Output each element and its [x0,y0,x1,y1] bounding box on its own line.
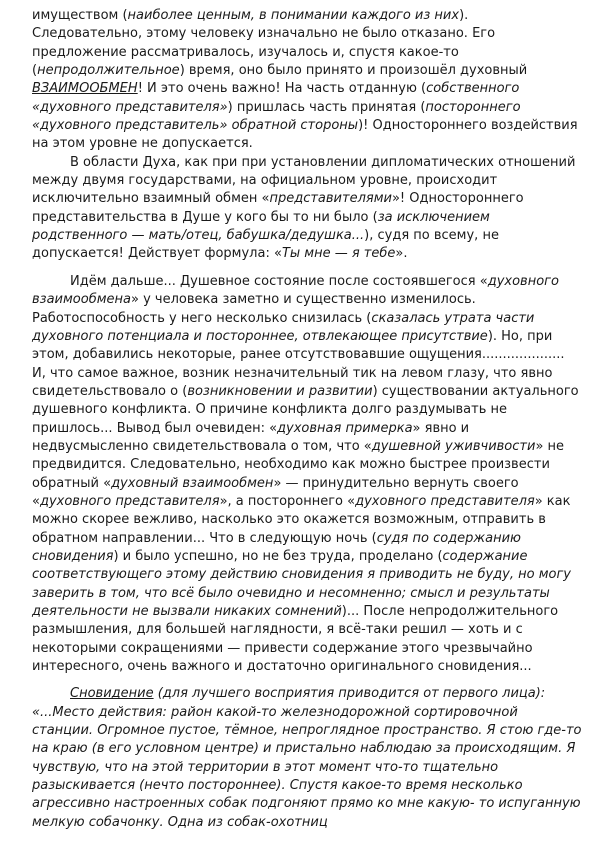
italic-text: наиболее ценным, в понимании каждого из них [127,8,460,23]
text: )! Одностороннего воздействия на этом уровне не допускается. [32,118,578,152]
italic-text: собственного «духовного представителя» [32,81,520,115]
text: » — принудительно вернуть своего « [32,475,519,509]
text: )... После непродолжительного размышления, для большей наглядности, я всё-таки решил — хоть и с некоторыми сокращениями — привести содержание этого чрезвычайно интересного, очень важного и достаточно оригинального сновидения... [32,604,559,675]
paragraph [32,273,582,677]
italic-text: ВЗАИМООБМЕН [32,81,138,97]
text: ) существовании актуального душевного конфликта. О причине конфликта долго раздумывать не пришлось... Вывод был очевиден: « [32,383,579,436]
italic-text: представителями [269,191,392,207]
italic-text: духовного взаимообмена [32,273,559,308]
italic-text: непродолжительное [37,63,180,79]
paragraph [32,7,582,154]
italic-text: за исключением родственного — мать/отец, бабушка/дедушка... [32,209,490,244]
italic-text: духовного представителя [355,493,535,509]
text: »! Одностороннего представительства в Душе у кого бы то ни было ( [32,191,524,225]
paragraph [32,154,582,264]
text: » не предвидится. Следовательно, необходимо как можно быстрее произвести обратный « [32,438,565,491]
italic-text: Сновидение [70,686,154,702]
italic-text: (для лучшего восприятия приводится от первого лица): [153,686,546,702]
text: ) время, оно было принято и произошёл духовный [179,63,528,79]
text: ». [395,246,408,262]
text: » явно и недвусмысленно свидетельствовала о том, что « [32,420,470,454]
italic-text: постороннего «духовного представитель» обратной стороны [32,99,521,134]
paragraph [32,704,582,832]
text: ). Но, при этом, добавились некоторые, ранее отсутствовавшие ощущения.................... И, что самое важное, возник незначительный тик на левом глазу, что явно свидетельствовало о ( [32,328,565,399]
text: ). Следовательно, этому человеку изначально не было отказано. Его предложение рассматривалось, изучалось и, спустя какое-то ( [32,8,496,79]
italic-text: душевной уживчивости [371,438,536,454]
text: », а постороннего « [219,493,356,509]
italic-text: духовного представителя [39,493,220,509]
text: ) пришлась часть принятая ( [227,99,426,115]
text: ! И это очень важно! На часть отданную ( [137,81,427,97]
italic-text: Ты мне — я тебе [281,246,396,262]
text: » как можно скорее вежливо, насколько это окажется возможным, отправить в обратном направлении... Что в следующую ночь ( [32,493,571,546]
italic-text: содержание соответствующего этому действию сновидения я приводить не буду, но могу заверить в том, что всё было очевидно и несомненно; смысл и результаты деятельности не вызвали никаких сомнений [32,548,571,619]
paragraph [32,685,582,703]
text: В области Духа, как при при установлении дипломатических отношений между двумя государствами, на официальном уровне, происходит исключительно взаимный обмен « [32,154,576,207]
italic-text: «...Место действия: район какой-то железнодорожной сортировочной станции. Огромное пустое, тёмное, непроглядное пространство. Я стою где-то на краю (в его условном центре) и пристально наблюдаю за происходящим. Я чувствую, что на этой территории в этот момент что-то тщательно разыскивается (нечто постороннее). Спустя какое-то время несколько агрессивно настроенных собак подгоняют прямо ко мне какую- то испуганную мелкую собачонку. Одна из собак-охотниц [32,704,582,830]
text: ) и было успешно, но не без труда, проделано ( [113,548,443,564]
text: Идём дальше... Душевное состояние после состоявшегося « [70,273,488,289]
italic-text: духовный взаимообмен [111,475,274,491]
italic-text: духовная примерка [277,420,413,436]
text: ), судя по всему, не допускается! Действует формула: « [32,228,499,262]
italic-text: возникновении и развитии [187,383,373,399]
text: имуществом ( [32,8,128,23]
italic-text: судя по содержанию сновидения [32,530,521,564]
text: » у человека заметно и существенно изменилось. Работоспособность у него несколько снизилась ( [32,292,476,326]
italic-text: сказалась утрата части духовного потенциала и постороннее, отвлекающее присутствие [32,310,535,344]
